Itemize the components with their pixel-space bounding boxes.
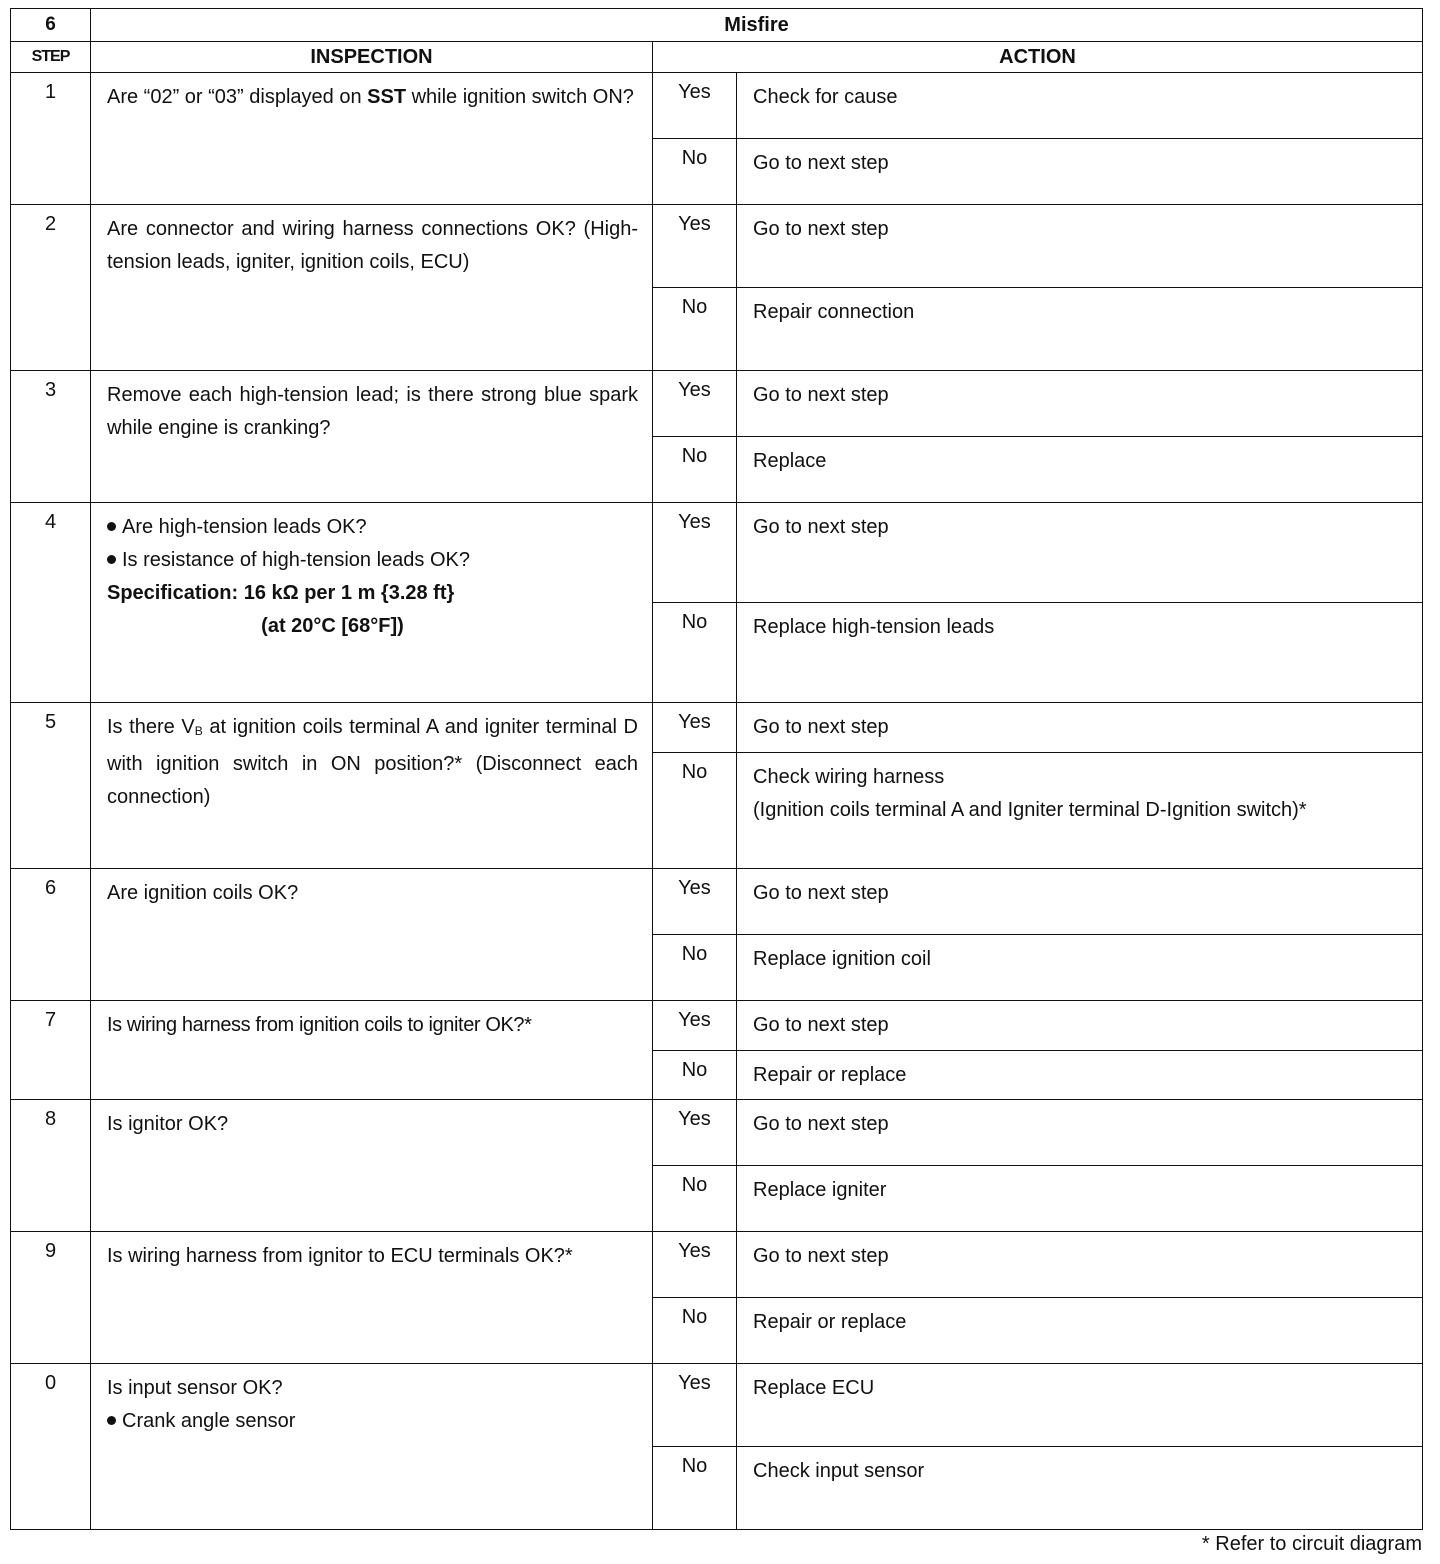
specification-condition: (at 20°C [68°F]) <box>261 615 404 637</box>
yes-action: Go to next step <box>737 1100 1423 1166</box>
yes-label: Yes <box>653 1364 737 1447</box>
step-number: 5 <box>11 703 91 869</box>
no-action: Check wiring harness (Ignition coils terminal A and Igniter terminal D-Ignition switch)* <box>737 753 1423 869</box>
no-label: No <box>653 288 737 371</box>
inspection-text: Are high-tension leads OK? Is resistance of high-tension leads OK? Specification: 16 kΩ per 1 m {3.28 ft} (at 20°C [68°F]) <box>91 503 653 703</box>
step-number: 2 <box>11 205 91 371</box>
step-number: 4 <box>11 503 91 703</box>
step-number: 1 <box>11 73 91 205</box>
inspection-text: Are connector and wiring harness connections OK? (High-tension leads, igniter, ignition coils, ECU) <box>91 205 653 371</box>
table-row <box>11 1001 1423 1051</box>
yes-action: Go to next step <box>737 503 1423 603</box>
section-title: Misfire <box>91 9 1423 42</box>
no-action: Check input sensor <box>737 1447 1423 1530</box>
inspection-text: Is there $V_B$ at ignition coils terminal A and igniter terminal D with ignition switch in ON position?* (Disconnect each connection) <box>91 703 653 869</box>
inspection-text: Is wiring harness from ignition coils to igniter OK?* <box>91 1001 653 1100</box>
troubleshooting-table-page <box>10 8 1422 1530</box>
no-action: Repair or replace <box>737 1051 1423 1100</box>
yes-action: Check for cause <box>737 73 1423 139</box>
inspection-column-header: INSPECTION <box>91 42 653 73</box>
yes-action: Go to next step <box>737 703 1423 753</box>
footnote: * Refer to circuit diagram <box>1201 1533 1422 1555</box>
yes-label: Yes <box>653 73 737 139</box>
no-action: Repair or replace <box>737 1298 1423 1364</box>
yes-action: Go to next step <box>737 205 1423 288</box>
misfire-table <box>10 8 1423 1530</box>
no-label: No <box>653 603 737 703</box>
table-row <box>11 1364 1423 1447</box>
section-code: 6 <box>11 9 91 42</box>
inspection-text: Remove each high-tension lead; is there strong blue spark while engine is cranking? <box>91 371 653 503</box>
no-action: Replace ignition coil <box>737 935 1423 1001</box>
step-number: 3 <box>11 371 91 503</box>
no-label: No <box>653 1447 737 1530</box>
yes-label: Yes <box>653 1100 737 1166</box>
yes-label: Yes <box>653 371 737 437</box>
no-action: Replace high-tension leads <box>737 603 1423 703</box>
yes-action: Go to next step <box>737 1001 1423 1051</box>
yes-label: Yes <box>653 1001 737 1051</box>
no-label: No <box>653 1298 737 1364</box>
no-action: Replace <box>737 437 1423 503</box>
step-number: 8 <box>11 1100 91 1232</box>
bullet-icon <box>107 555 116 564</box>
inspection-text: Are ignition coils OK? <box>91 869 653 1001</box>
specification: Specification: 16 kΩ per 1 m {3.28 ft} <box>107 582 455 604</box>
table-row <box>11 1100 1423 1166</box>
table-row <box>11 73 1423 139</box>
step-column-header: STEP <box>11 42 91 73</box>
yes-action: Go to next step <box>737 371 1423 437</box>
no-label: No <box>653 437 737 503</box>
yes-label: Yes <box>653 1232 737 1298</box>
yes-label: Yes <box>653 503 737 603</box>
bullet-icon <box>107 522 116 531</box>
yes-label: Yes <box>653 703 737 753</box>
no-action: Go to next step <box>737 139 1423 205</box>
column-header-row <box>11 42 1423 73</box>
yes-label: Yes <box>653 205 737 288</box>
yes-action: Go to next step <box>737 1232 1423 1298</box>
inspection-text: Is wiring harness from ignitor to ECU terminals OK?* <box>91 1232 653 1364</box>
yes-action: Go to next step <box>737 869 1423 935</box>
step-number: 0 <box>11 1364 91 1530</box>
table-row <box>11 703 1423 753</box>
no-action: Repair connection <box>737 288 1423 371</box>
table-header-row <box>11 9 1423 42</box>
inspection-text: Is ignitor OK? <box>91 1100 653 1232</box>
no-label: No <box>653 1051 737 1100</box>
no-label: No <box>653 753 737 869</box>
no-label: No <box>653 935 737 1001</box>
inspection-text: Are “02” or “03” displayed on SST while ignition switch ON? <box>91 73 653 205</box>
step-number: 7 <box>11 1001 91 1100</box>
bullet-icon <box>107 1416 116 1425</box>
no-action: Replace igniter <box>737 1166 1423 1232</box>
no-label: No <box>653 139 737 205</box>
table-row <box>11 205 1423 288</box>
table-row <box>11 1232 1423 1298</box>
no-label: No <box>653 1166 737 1232</box>
yes-label: Yes <box>653 869 737 935</box>
table-row <box>11 371 1423 437</box>
step-number: 6 <box>11 869 91 1001</box>
table-row <box>11 503 1423 603</box>
inspection-text: Is input sensor OK? Crank angle sensor <box>91 1364 653 1530</box>
action-column-header: ACTION <box>653 42 1423 73</box>
table-row <box>11 869 1423 935</box>
yes-action: Replace ECU <box>737 1364 1423 1447</box>
step-number: 9 <box>11 1232 91 1364</box>
